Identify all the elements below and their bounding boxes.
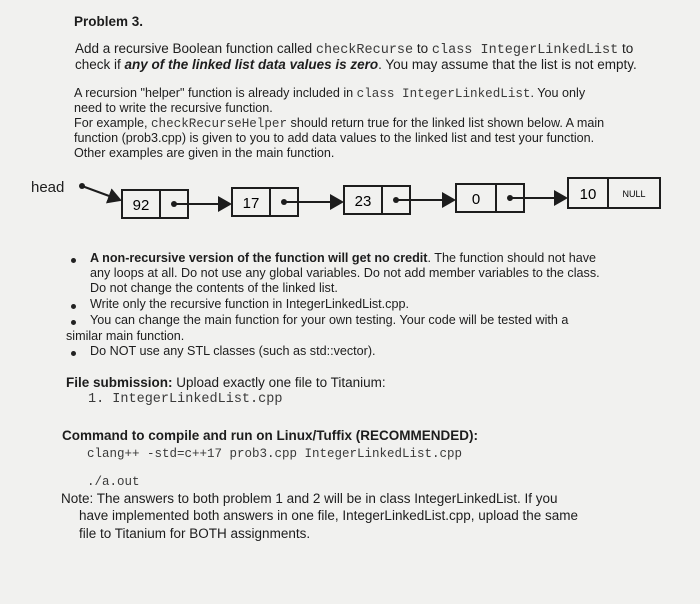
rule-2: Write only the recursive function in IntegerLinkedList.cpp. [90, 297, 409, 311]
node-value: 92 [132, 197, 150, 214]
node-value: 10 [579, 186, 597, 203]
list-node [568, 178, 660, 208]
head-label: head [31, 179, 65, 196]
bullet-dot [71, 258, 76, 263]
rule-4: Do NOT use any STL classes (such as std::vector). [90, 344, 376, 358]
rule-1-line-2: any loops at all. Do not use any global variables. Do not add member variables to the class. [90, 266, 600, 280]
helper-line-2: need to write the recursive function. [74, 101, 273, 115]
note-line-3: file to Titanium for BOTH assignments. [79, 526, 311, 541]
rule-1-line-3: Do not change the contents of the linked list. [90, 281, 338, 295]
submission-file: 1. IntegerLinkedList.cpp [88, 392, 283, 407]
problem-title: Problem 3. [74, 14, 144, 29]
list-node [456, 184, 566, 212]
linked-list-diagram [0, 160, 700, 232]
list-node [344, 186, 454, 214]
intro-line-2: check if any of the linked list data values is zero. You may assume that the list is not empty. [75, 57, 637, 72]
head-pointer-arrow [82, 186, 120, 200]
note-line-1: Note: The answers to both problem 1 and 2 will be in class IntegerLinkedList. If you [61, 491, 558, 506]
node-value: 17 [242, 195, 260, 212]
compile-command: clang++ -std=c++17 prob3.cpp IntegerLinkedList.cpp [87, 447, 463, 461]
node-value: 23 [354, 193, 372, 210]
helper-line-1: A recursion "helper" function is already included in class IntegerLinkedList. You only [74, 86, 586, 101]
helper-line-5: Other examples are given in the main function. [74, 146, 335, 160]
list-node [232, 188, 342, 216]
run-command: ./a.out [87, 475, 140, 489]
helper-line-4: function (prob3.cpp) is given to you to add data values to the linked list and test your function. [74, 131, 595, 145]
bullet-dot [71, 351, 76, 356]
list-node [122, 190, 230, 218]
bullet-dot [71, 304, 76, 309]
intro-line-1: Add a recursive Boolean function called checkRecurse to class IntegerLinkedList to [75, 41, 634, 58]
rule-1-line-1: A non-recursive version of the function will get no credit. The function should not have [90, 251, 597, 265]
node-value: 0 [471, 191, 481, 208]
bullet-dot [71, 320, 76, 325]
compile-heading: Command to compile and run on Linux/Tuffix (RECOMMENDED): [62, 428, 478, 443]
helper-line-3: For example, checkRecurseHelper should return true for the linked list shown below. A main [74, 116, 605, 131]
null-label: NULL [622, 189, 646, 199]
rule-3-line-2: similar main function. [66, 329, 185, 343]
rule-3-line-1: You can change the main function for your own testing. Your code will be tested with a [90, 313, 569, 327]
note-line-2: have implemented both answers in one file, IntegerLinkedList.cpp, upload the same [79, 508, 579, 523]
submission-heading: File submission: Upload exactly one file to Titanium: [66, 375, 386, 390]
head-pointer-dot [79, 183, 85, 189]
